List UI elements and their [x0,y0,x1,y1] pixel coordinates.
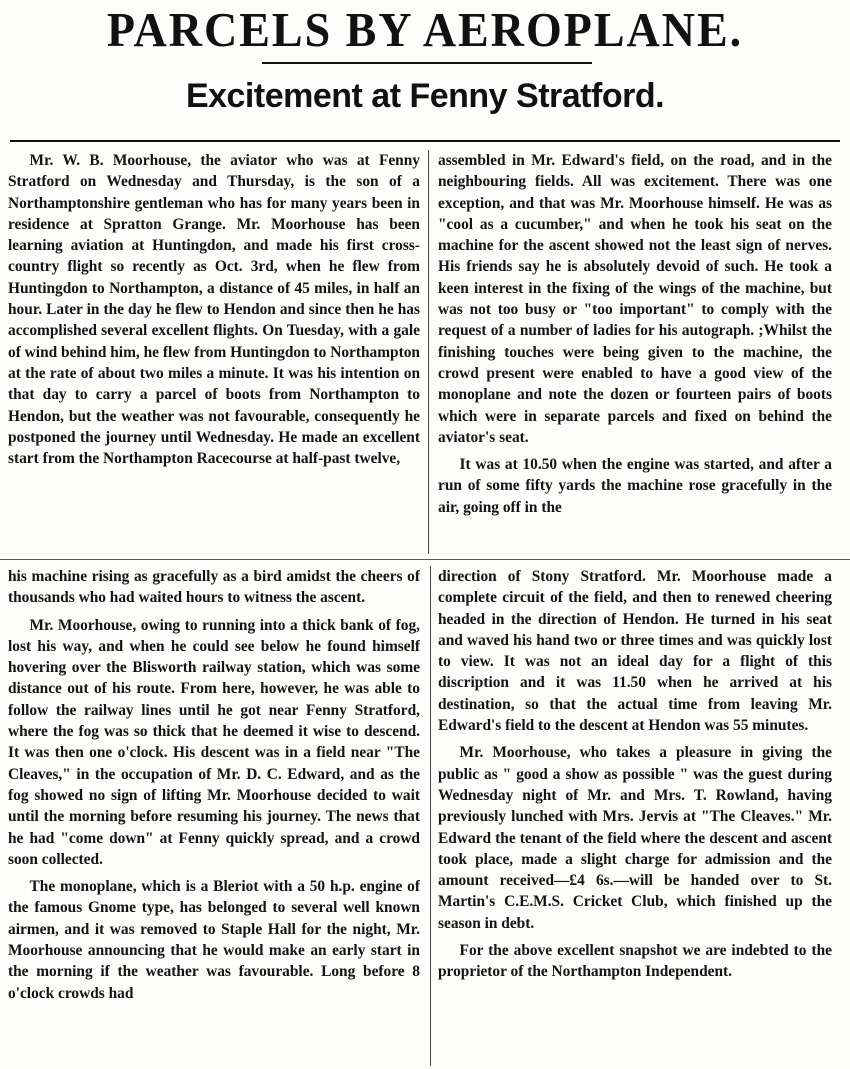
paragraph: his machine rising as gracefully as a bird amidst the cheers of thousands who had waited hours to witness the ascent. [8,568,420,607]
headline: PARCELS BY AEROPLANE. [106,2,744,57]
column-divider [428,150,429,554]
section-divider [0,559,850,560]
column-upper-right [438,150,832,554]
column-divider [430,566,431,1066]
paragraph: Mr. Moorhouse, who takes a pleasure in giving the public as " good a show as possible " was the guest during Wednesday night of Mr. and Mrs. T. Rowland, having previously lunched with Mrs. Jervis at "The Cleaves." Mr. Edward the tenant of the field where the descent and ascent took place, made a slight charge for admission and the amount received—£4 6s.—will be handed over to St. Martin's C.E.M.S. Cricket Club, which finished up the season in debt. [438,744,832,932]
subheadline: Excitement at Fenny Stratford. [185,77,665,115]
paragraph: direction of Stony Stratford. Mr. Moorhouse made a complete circuit of the field, and then to renewed cheering headed in the direction of Hendon. He turned in his seat and waved his hand two or three times and was quickly lost to view. It was not an ideal day for a flight of this discription and it was 11.50 when he arrived at his destination, so that the actual time from leaving Mr. Edward's field to the descent at Hendon was 55 minutes. [438,568,832,735]
paragraph: The monoplane, which is a Bleriot with a 50 h.p. engine of the famous Gnome type, has belonged to several well known airmen, and it was removed to Staple Hall for the night, Mr. Moorhouse announcing that he would make an early start in the morning if the weather was favourable. Long before 8 o'clock crowds had [8,878,420,1002]
column-lower-left [8,566,420,1066]
paragraph: For the above excellent snapshot we are indebted to the proprietor of the Northampton Independent. [438,942,832,981]
paragraph: Mr. Moorhouse, owing to running into a thick bank of fog, lost his way, and when he could see below he found himself hovering over the Blisworth railway station, which was some distance out of his route. From here, however, he was able to follow the railway lines until he got near Fenny Stratford, where the fog was so thick that he deemed it wise to descend. It was then one o'clock. His descent was in a field near "The Cleaves," in the occupation of Mr. D. C. Edward, and as the fog showed no sign of lifting Mr. Moorhouse decided to wait until the morning before resuming his journey. The news that he had "come down" at Fenny quickly spread, and a crowd soon collected. [8,616,420,868]
column-upper-left [8,150,420,554]
header-divider [10,140,840,142]
headline-rule [262,62,592,64]
paragraph: Mr. W. B. Moorhouse, the aviator who was at Fenny Stratford on Wednesday and Thursday, is the son of a Northamptonshire gentleman who has for many years been in residence at Spratton Grange. Mr. Moorhouse has been learning aviation at Huntingdon, and made his first cross-country flight so recently as Oct. 3rd, when he flew from Huntingdon to Northampton, a distance of 45 miles, in half an hour. Later in the day he flew to Hendon and since then he has accomplished several excellent flights. On Tuesday, with a gale of wind behind him, he flew from Huntingdon to Northampton at the rate of about two miles a minute. It was his intention on that day to carry a parcel of boots from Northampton to Hendon, but the weather was not favourable, consequently he postponed the journey until Wednesday. He made an excellent start from the Northampton Racecourse at half-past twelve, [8,152,420,468]
paragraph: It was at 10.50 when the engine was started, and after a run of some fifty yards the machine rose gracefully in the air, going off in the [438,456,832,516]
column-lower-right [438,566,832,1066]
paragraph: assembled in Mr. Edward's field, on the road, and in the neighbouring fields. All was excitement. There was one exception, and that was Mr. Moorhouse himself. He was as "cool as a cucumber," and when he took his seat on the machine for the ascent showed not the least sign of nerves. His friends say he is absolutely devoid of such. He took a keen interest in the fixing of the wings of the machine, but was not too busy or "too important" to comply with the request of a number of ladies for his autograph. ;Whilst the finishing touches were being given to the machine, the crowd present were enabled to have a good view of the monoplane and note the dozen or fourteen pairs of boots which were in separate parcels and fixed on behind the aviator's seat. [438,152,832,446]
